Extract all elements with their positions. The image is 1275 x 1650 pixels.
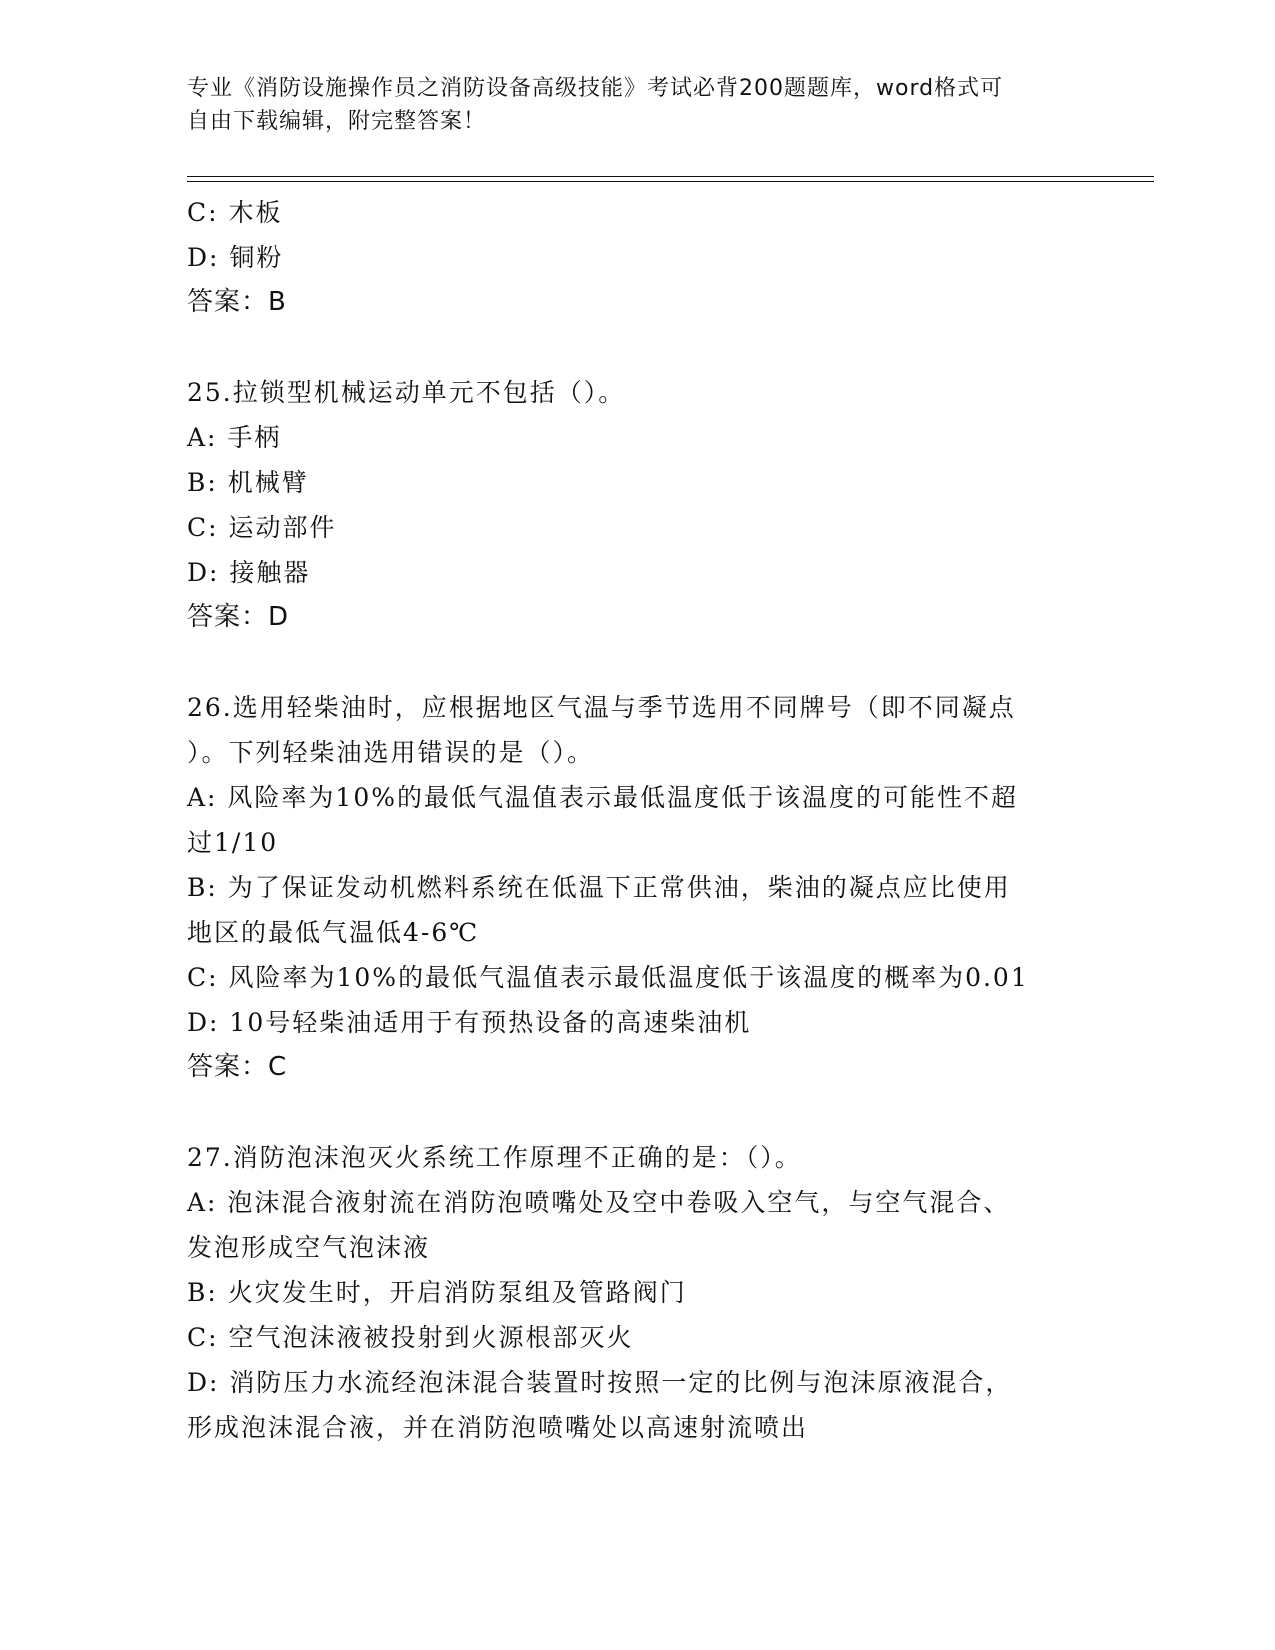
option-a: A: 风险率为10%的最低气温值表示最低温度低于该温度的可能性不超: [187, 783, 1018, 812]
option-c: C: 风险率为10%的最低气温值表示最低温度低于该温度的概率为0.01: [187, 963, 1029, 992]
header-line-1: 专业《消防设施操作员之消防设备高级技能》考试必背200题题库，word格式可: [187, 76, 1004, 101]
option-d: D: 10号轻柴油适用于有预热设备的高速柴油机: [187, 1008, 752, 1037]
option-d: D: 铜粉: [187, 243, 284, 272]
option-c: C: 空气泡沫液被投射到火源根部灭火: [187, 1323, 634, 1352]
spacer: [187, 640, 1087, 685]
answer-line: 答案：D: [187, 602, 290, 632]
option-b: B: 机械臂: [187, 468, 309, 497]
question-block-25: [187, 370, 1087, 640]
header-divider-bottom: [187, 181, 1154, 182]
option-a: A: 手柄: [187, 423, 282, 452]
question-list: [187, 190, 1087, 1450]
question-block-27: [187, 1135, 1087, 1450]
option-a-cont: 过1/10: [187, 828, 279, 857]
option-a-cont: 发泡形成空气泡沫液: [187, 1233, 431, 1262]
option-b-cont: 地区的最低气温低4-6℃: [187, 918, 480, 947]
header-divider-top: [187, 176, 1154, 177]
header-line-2: 自由下载编辑，附完整答案！: [187, 109, 487, 134]
answer-line: 答案：C: [187, 1052, 288, 1082]
option-b: B: 火灾发生时，开启消防泵组及管路阀门: [187, 1278, 687, 1307]
option-d: D: 接触器: [187, 558, 311, 587]
spacer: [187, 325, 1087, 370]
option-a: A: 泡沫混合液射流在消防泡喷嘴处及空中卷吸入空气，与空气混合、: [187, 1188, 1011, 1217]
option-d: D: 消防压力水流经泡沫混合装置时按照一定的比例与泡沫原液混合，: [187, 1368, 1013, 1397]
question-stem-cont: ）。下列轻柴油选用错误的是（）。: [187, 738, 595, 767]
option-b: B: 为了保证发动机燃料系统在低温下正常供油，柴油的凝点应比使用: [187, 873, 1011, 902]
option-d-cont: 形成泡沫混合液，并在消防泡喷嘴处以高速射流喷出: [187, 1413, 809, 1442]
question-stem: 26.选用轻柴油时，应根据地区气温与季节选用不同牌号（即不同凝点: [187, 693, 1016, 722]
question-stem: 27.消防泡沫泡灭火系统工作原理不正确的是：（）。: [187, 1143, 802, 1172]
document-header: [187, 72, 1067, 138]
option-c: C: 木板: [187, 198, 283, 227]
spacer: [187, 1090, 1087, 1135]
question-stem: 25.拉锁型机械运动单元不包括（）。: [187, 378, 626, 407]
option-c: C: 运动部件: [187, 513, 337, 542]
question-block-26: [187, 685, 1087, 1090]
answer-line: 答案：B: [187, 287, 287, 317]
